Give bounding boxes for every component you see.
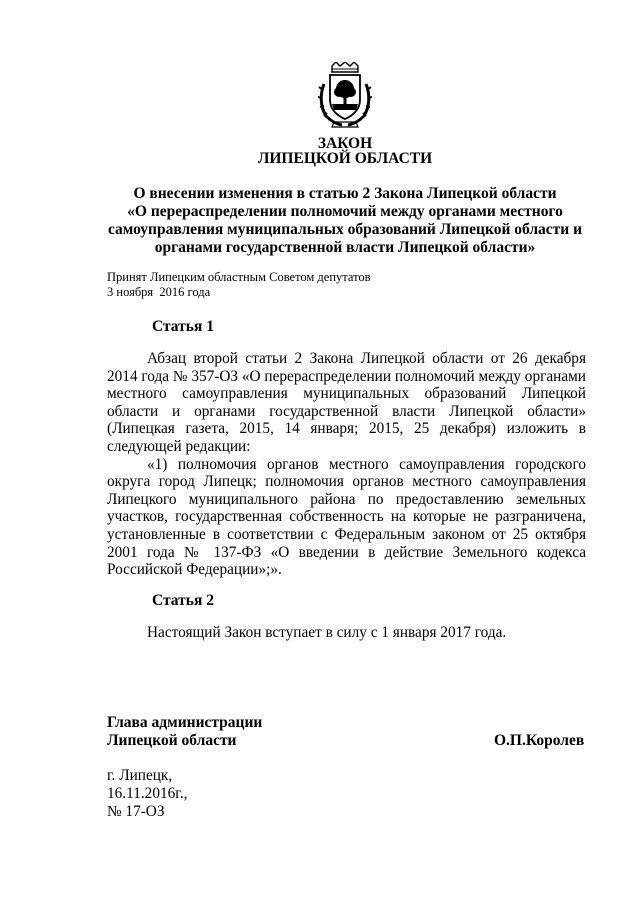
coat-of-arms-icon: [318, 62, 372, 128]
subject-line: О внесении изменения в статью 2 Закона Липецкой области: [133, 185, 557, 202]
position-line: Глава администрации: [107, 714, 263, 731]
document-type: ЗАКОН: [317, 135, 373, 152]
issuing-region: ЛИПЕЦКОЙ ОБЛАСТИ: [257, 150, 433, 167]
place-date-number: [107, 767, 187, 820]
law-number: № 17-ОЗ: [107, 802, 165, 820]
position-line: Липецкой области: [107, 732, 237, 749]
article-2-paragraph: Настоящий Закон вступает в силу с 1 января 2017 года.: [147, 624, 507, 641]
adoption-body: Принят Липецким областным Советом депутатов: [107, 270, 371, 284]
city: г. Липецк,: [107, 767, 173, 784]
adoption-note: [107, 270, 371, 300]
article-1-heading: Статья 1: [152, 318, 214, 335]
article-2-heading: Статья 2: [152, 592, 214, 609]
signatory-name: О.П.Королев: [494, 732, 585, 749]
subject-line: самоуправления муниципальных образований Липецкой области и: [107, 221, 583, 238]
article-2-body: [107, 624, 586, 642]
signing-date: 16.11.2016г.,: [107, 784, 188, 802]
subject-line: «О перераспределении полномочий между органами местного: [127, 203, 563, 220]
signatory-position: [107, 714, 262, 750]
law-subject: [100, 185, 590, 257]
subject-line: органами государственной власти Липецкой области»: [154, 239, 536, 256]
article-1-paragraph: Абзац второй статьи 2 Закона Липецкой области от 26 декабря 2014 года № 357-ОЗ «О перераспределении полномочий между органами местного самоуправления муниципальных образований Липецкой области и органами государственной власти Липецкой области» (Липецкая газета, 2015, 14 января; 2015, 25 декабря) изложить в следующей редакции:: [107, 350, 586, 455]
article-1-quote: «1) полномочия органов местного самоуправления городского округа город Липецк; полномочия органов местного самоуправления Липецкого муниципального района по предоставлению земельных участков, государственная собственность на которые не разграничена, установленные в соответствии с Федеральным законом от 25 октября 2001 года № 137-ФЗ «О введении в действие Земельного кодекса Российской Федерации»;».: [107, 455, 586, 579]
adoption-date: 3 ноября 2016 года: [107, 285, 211, 299]
article-1-body: [107, 350, 586, 579]
